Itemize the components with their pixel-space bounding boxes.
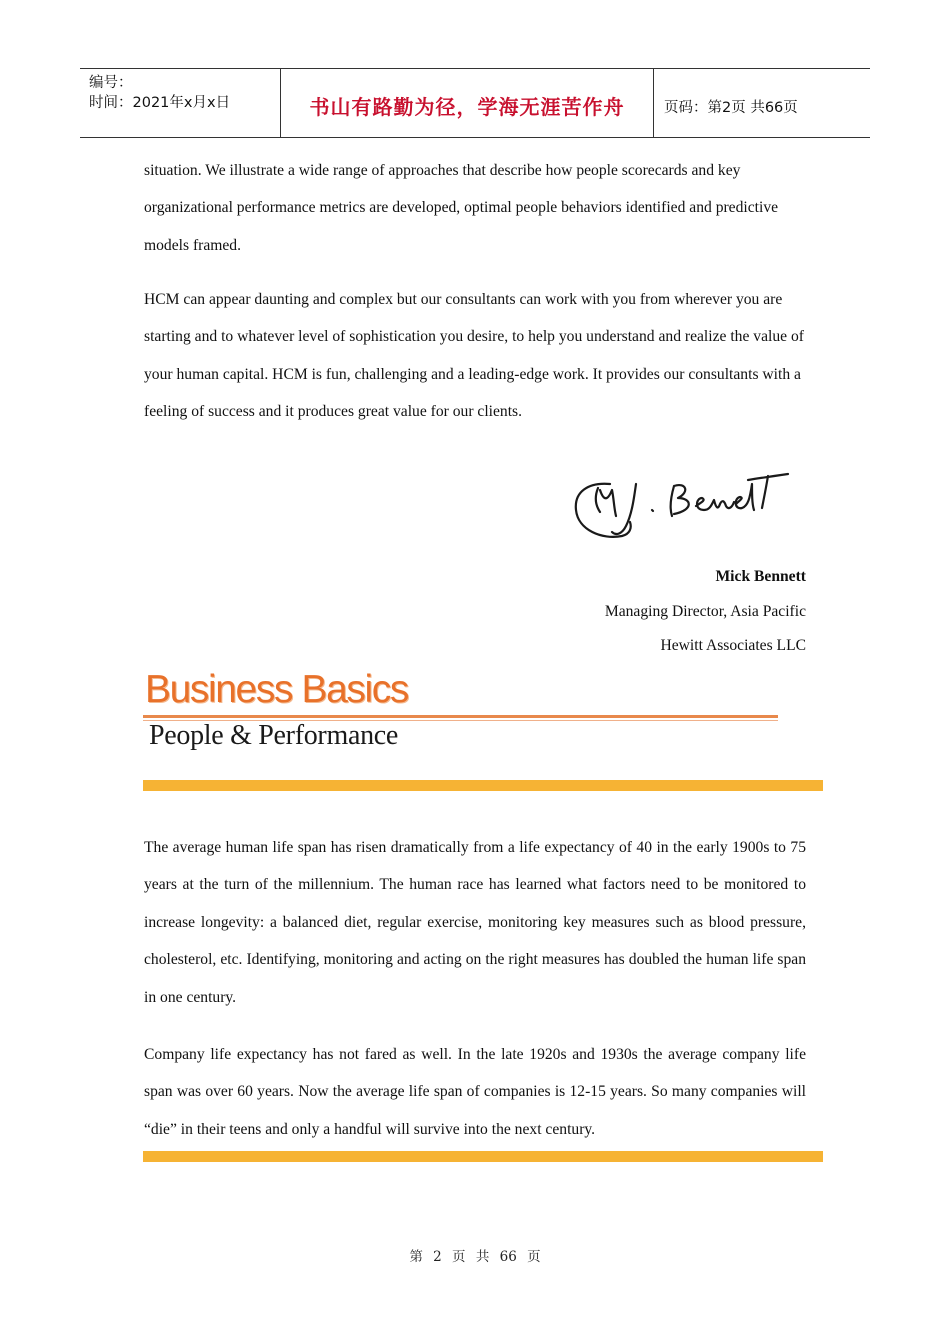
section-title: Business Basics: [145, 668, 408, 711]
section-bottom-bar: [143, 1151, 823, 1162]
header-motto-cell: [280, 69, 654, 137]
header-date-label: 时间：2021年x月x日: [89, 95, 231, 111]
section-subtitle: People & Performance: [149, 720, 399, 751]
section-title-rule: [143, 715, 778, 718]
signature-image: [570, 470, 792, 546]
header-motto: 书山有路勤为径，学海无涯苦作舟: [309, 94, 625, 119]
signature-block: [605, 560, 806, 664]
page-header: [80, 68, 870, 138]
letter-paragraph-2: HCM can appear daunting and complex but our consultants can work with you from wherever you are starting and to whatever level of sophistication you desire, to help you understand and realize the value of your human capital. HCM is fun, challenging and a leading-edge work. It provides our consultants with a feeling of success and it produces great value for our clients.: [144, 291, 804, 421]
signer-name: Mick Bennett: [715, 568, 806, 585]
section-paragraph-2: Company life expectancy has not fared as well. In the late 1920s and 1930s the average company life span was over 60 years. Now the average life span of companies is 12-15 years. So many companies will “die” in their teens and only a handful will survive into the next century.: [144, 1046, 806, 1138]
section-paragraph-1: The average human life span has risen dramatically from a life expectancy of 40 in the early 1900s to 75 years at the turn of the millennium. The human race has learned what factors need to be monitored to increase longevity: a balanced diet, regular exercise, monitoring key measures such as blood pressure, cholesterol, etc. Identifying, monitoring and acting on the right measures has doubled the human life span in one century.: [144, 839, 806, 1006]
header-page-label: 页码：第2页 共66页: [664, 99, 798, 116]
header-meta: [80, 69, 280, 137]
signer-company: Hewitt Associates LLC: [660, 637, 806, 654]
signer-title: Managing Director, Asia Pacific: [604, 602, 806, 620]
letter-paragraph-1: situation. We illustrate a wide range of approaches that describe how people scorecards and key organizational performance metrics are developed, optimal people behaviors identified and predictive models framed.: [144, 162, 779, 254]
page-footer: 第 2 页 共 66 页: [409, 1249, 541, 1265]
header-number-label: 编号：: [89, 75, 133, 91]
section-top-bar: [143, 780, 823, 791]
